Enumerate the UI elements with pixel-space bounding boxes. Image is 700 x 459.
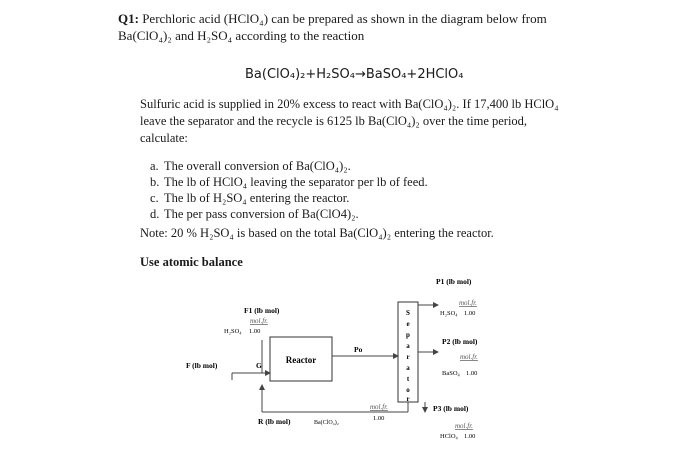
statement-line: calculate: [140,131,188,145]
p3-molfr: mol.fr. [455,422,473,430]
separator-letter: e [406,320,410,328]
question-line-2: Ba(ClO₄)₂ and H₂SO₄ according to the reaction [118,28,365,43]
list-item: d. The per pass conversion of Ba(ClO4)₂. [150,207,359,221]
statement-line: leave the separator and the recycle is 6125 lb Ba(ClO₄)₂ over the time period, [140,114,528,128]
po-title: Po [354,345,363,354]
separator-letter: a [406,364,410,372]
list-item: b. The lb of HClO₄ leaving the separator per lb of feed. [150,175,428,189]
list-item: a. The overall conversion of Ba(ClO₄)₂. [150,159,351,173]
note-text: Note: 20 % H₂SO₄ is based on the total Ba(ClO₄)₂ entering the reactor. [140,226,494,240]
list-item: c. The lb of H₂SO₄ entering the reactor. [150,191,350,205]
p3-species: HClO₄ [440,433,458,440]
separator-letter: S [406,309,410,317]
r-value: 1.00 [373,415,385,422]
f1-molfr: mol.fr. [250,317,268,325]
f-title: F (lb mol) [186,361,218,370]
separator-letter: r [406,353,410,361]
separator-letter: o [406,386,410,394]
f1-value: 1.00 [249,328,261,335]
section-heading: Use atomic balance [140,255,243,269]
separator-letter: r [406,395,410,403]
reactor-label: Reactor [285,355,317,365]
p2-molfr: mol.fr. [460,353,478,361]
separator-letter: p [406,331,410,339]
r-molfr: mol.fr. [370,403,388,411]
p3-title: P3 (lb mol) [433,404,469,413]
statement-line: Sulfuric acid is supplied in 20% excess to react with Ba(ClO₄)₂. If 17,400 lb HClO₄ [140,97,559,111]
reaction-equation: Ba(ClO₄)₂+H₂SO₄→BaSO₄+2HClO₄ [245,67,464,82]
question-line-1: Perchloric acid (HClO₄) can be prepared as shown in the diagram below from [142,11,547,26]
separator-letter: t [406,375,410,383]
p1-species: H₂SO₄ [440,310,458,317]
r-species: Ba(ClO₄)₂ [314,420,339,426]
p1-molfr: mol.fr. [459,299,477,307]
f1-species: H₂SO₄ [224,328,242,335]
separator-label [406,309,410,403]
p3-value: 1.00 [464,433,476,440]
g-title: G [256,361,262,370]
f1-title: F1 (lb mol) [244,306,280,315]
p2-species: BaSO₄ [442,370,460,377]
p2-title: P2 (lb mol) [442,337,478,346]
p1-value: 1.00 [464,310,476,317]
p2-value: 1.00 [466,370,478,377]
r-title: R (lb mol) [258,417,291,426]
separator-letter: a [406,342,410,350]
p1-title: P1 (lb mol) [436,277,472,286]
question-label: Q1: [118,11,139,26]
